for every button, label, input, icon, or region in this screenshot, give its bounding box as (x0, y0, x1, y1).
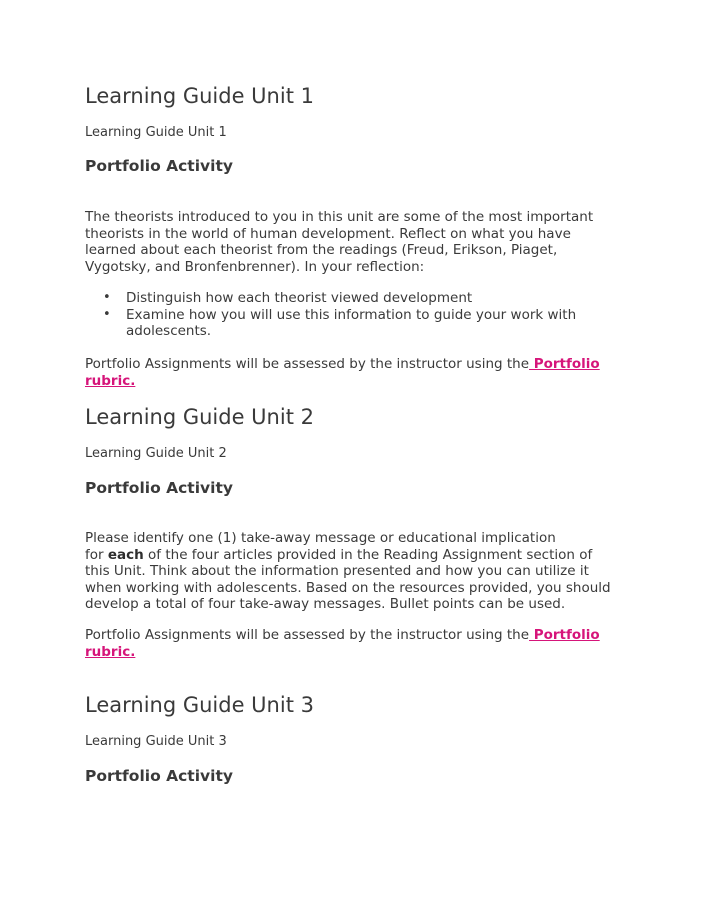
text-line: Examine how you will use this information to guide your work with (126, 306, 577, 323)
bullet-icon: • (103, 306, 111, 322)
text-segment: of the four articles provided in the Reading Assignment section of (143, 546, 593, 563)
list-item (85, 307, 645, 340)
text-segment: for (85, 546, 108, 563)
text-line: adolescents. (126, 323, 212, 339)
text-line (85, 547, 645, 564)
text-line: when working with adolescents. Based on the resources provided, you should (85, 579, 611, 596)
unit-1-subtitle: Learning Guide Unit 1 (85, 125, 227, 140)
unit-1-activity-heading: Portfolio Activity (85, 157, 233, 175)
emphasis-text: each (107, 546, 144, 563)
text-line (85, 627, 645, 644)
unit-2-intro-paragraph (85, 530, 645, 613)
unit-2-activity-heading: Portfolio Activity (85, 479, 233, 497)
text-line: Vygotsky, and Bronfenbrenner). In your reflection: (85, 258, 425, 275)
unit-1-intro-paragraph (85, 209, 645, 275)
text-line: learned about each theorist from the readings (Freud, Erikson, Piaget, (85, 242, 558, 258)
unit-3-activity-heading: Portfolio Activity (85, 767, 233, 785)
text-line: The theorists introduced to you in this unit are some of the most important (85, 209, 594, 225)
text-line: Please identify one (1) take-away message or educational implication (85, 530, 556, 546)
unit-2-assessment-paragraph (85, 627, 645, 660)
portfolio-rubric-link[interactable]: rubric. (85, 643, 136, 660)
text-line: theorists in the world of human development. Reflect on what you have (85, 225, 571, 242)
list-item (85, 290, 645, 307)
text-line: Distinguish how each theorist viewed development (126, 290, 473, 306)
assessment-text: Portfolio Assignments will be assessed by the instructor using the (85, 627, 530, 643)
text-line: this Unit. Think about the information presented and how you can utilize it (85, 563, 589, 579)
text-line (85, 644, 645, 661)
portfolio-rubric-link[interactable]: Portfolio (529, 356, 600, 372)
bullet-icon: • (103, 290, 111, 305)
unit-2-title: Learning Guide Unit 2 (85, 405, 314, 429)
portfolio-rubric-link[interactable]: rubric. (85, 372, 136, 389)
unit-2-subtitle: Learning Guide Unit 2 (85, 446, 227, 461)
unit-1-assessment-paragraph (85, 356, 645, 389)
unit-3-subtitle: Learning Guide Unit 3 (85, 734, 227, 749)
unit-1-title: Learning Guide Unit 1 (85, 84, 314, 108)
unit-1-bullet-list (85, 290, 645, 340)
unit-3-title: Learning Guide Unit 3 (85, 693, 314, 717)
portfolio-rubric-link[interactable]: Portfolio (529, 627, 600, 643)
text-line (85, 356, 645, 373)
text-line (85, 373, 645, 390)
assessment-text: Portfolio Assignments will be assessed by the instructor using the (85, 356, 530, 372)
text-line: develop a total of four take-away messages. Bullet points can be used. (85, 596, 566, 612)
